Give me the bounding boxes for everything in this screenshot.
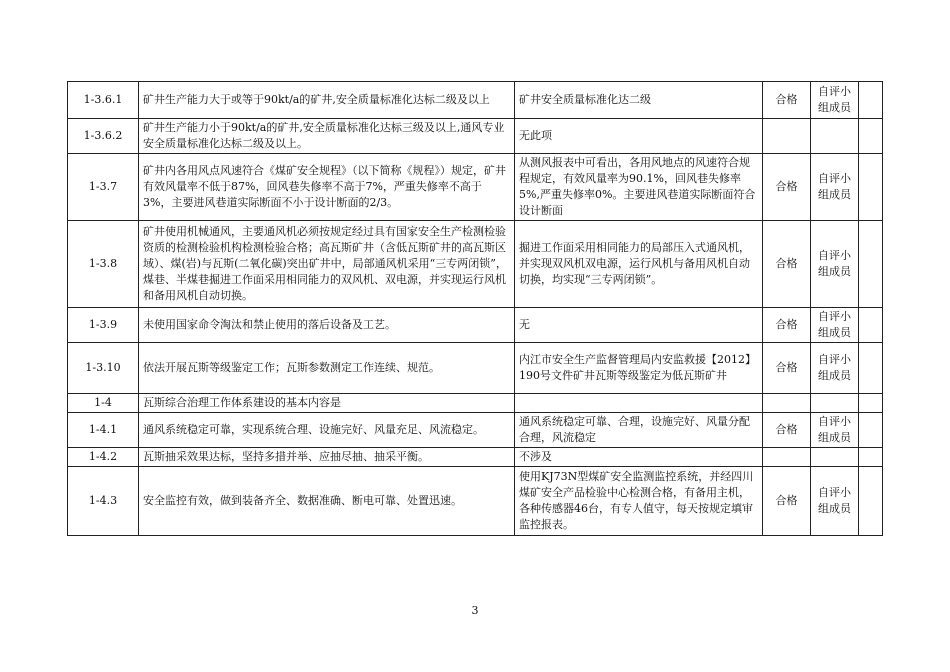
result-text: 使用KJ73N型煤矿安全监测监控系统，并经四川煤矿安全产品检验中心检测合格，有备用主机，各种传感器46台，有专人值守，每天按规定填审监控报表。 [515,467,763,536]
item-code: 1-3.6.2 [68,119,139,154]
requirement-text: 未使用国家命令淘汰和禁止使用的落后设备及工艺。 [139,308,515,343]
blank-cell [859,413,883,448]
requirement-text: 矿井生产能力大于或等于90kt/a的矿井,安全质量标准化达标二级及以上 [139,82,515,119]
requirement-text: 瓦斯抽采效果达标，坚持多措并举、应抽尽抽、抽采平衡。 [139,448,515,467]
evaluator: 自评小组成员 [811,467,859,536]
table-row [68,448,883,467]
requirement-text: 瓦斯综合治理工作体系建设的基本内容是 [139,394,515,413]
item-code: 1-4.1 [68,413,139,448]
evaluation-result: 合格 [763,82,811,119]
evaluator: 自评小组成员 [811,308,859,343]
result-text: 矿井安全质量标准化达二级 [515,82,763,119]
item-code: 1-4 [68,394,139,413]
requirement-text: 矿井内各用风点风速符合《煤矿安全规程》（以下简称《规程》）规定，矿井有效风量率不低于87%，回风巷失修率不高于7%，严重失修率不高于3%，主要进风巷道实际断面不小于设计断面的2/3。 [139,154,515,221]
result-text: 从测风报表中可看出，各用风地点的风速符合规程规定，有效风量率为90.1%，回风巷失修率5%,严重失修率0%。主要进风巷道实际断面符合设计断面 [515,154,763,221]
result-text: 掘进工作面采用相同能力的局部压入式通风机，并实现双风机双电源，运行风机与备用风机自动切换，均实现“三专两闭锁”。 [515,221,763,308]
table-row [68,394,883,413]
evaluator [811,119,859,154]
table-row [68,343,883,394]
evaluation-result [763,394,811,413]
blank-cell [859,82,883,119]
evaluation-result: 合格 [763,308,811,343]
item-code: 1-3.8 [68,221,139,308]
blank-cell [859,467,883,536]
evaluator: 自评小组成员 [811,413,859,448]
table-row [68,154,883,221]
evaluation-table [67,81,883,536]
result-text: 无此项 [515,119,763,154]
requirement-text: 安全监控有效，做到装备齐全、数据准确、断电可靠、处置迅速。 [139,467,515,536]
table-row [68,308,883,343]
item-code: 1-4.3 [68,467,139,536]
blank-cell [859,308,883,343]
item-code: 1-3.6.1 [68,82,139,119]
item-code: 1-3.9 [68,308,139,343]
blank-cell [859,343,883,394]
requirement-text: 矿井生产能力小于90kt/a的矿井,安全质量标准化达标三级及以上,通风专业安全质量标准化达标二级及以上。 [139,119,515,154]
evaluation-result [763,119,811,154]
table-row [68,413,883,448]
evaluator: 自评小组成员 [811,154,859,221]
evaluation-result [763,448,811,467]
requirement-text: 矿井使用机械通风，主要通风机必须按规定经过具有国家安全生产检测检验资质的检测检验机构检测检验合格；高瓦斯矿井（含低瓦斯矿井的高瓦斯区域）、煤(岩)与瓦斯(二氧化碳)突出矿井中，局部通风机采用“三专两闭锁”，煤巷、半煤巷掘进工作面采用相同能力的双风机、双电源，并实现运行风机和备用风机自动切换。 [139,221,515,308]
evaluation-result: 合格 [763,343,811,394]
evaluator [811,394,859,413]
evaluator: 自评小组成员 [811,343,859,394]
result-text: 无 [515,308,763,343]
blank-cell [859,394,883,413]
page-number: 3 [471,604,479,617]
table-row [68,221,883,308]
table-row [68,82,883,119]
result-text: 内江市安全生产监督管理局内安监救援【2012】190号文件矿井瓦斯等级鉴定为低瓦斯矿井 [515,343,763,394]
evaluation-result: 合格 [763,154,811,221]
item-code: 1-3.7 [68,154,139,221]
table-row [68,119,883,154]
result-text: 通风系统稳定可靠、合理，设施完好、风量分配合理，风流稳定 [515,413,763,448]
evaluator: 自评小组成员 [811,221,859,308]
evaluator [811,448,859,467]
item-code: 1-4.2 [68,448,139,467]
blank-cell [859,119,883,154]
requirement-text: 通风系统稳定可靠，实现系统合理、设施完好、风量充足、风流稳定。 [139,413,515,448]
requirement-text: 依法开展瓦斯等级鉴定工作；瓦斯参数测定工作连续、规范。 [139,343,515,394]
evaluation-result: 合格 [763,221,811,308]
table-body [68,82,883,536]
blank-cell [859,154,883,221]
result-text [515,394,763,413]
blank-cell [859,221,883,308]
evaluation-result: 合格 [763,467,811,536]
table-row [68,467,883,536]
evaluation-result: 合格 [763,413,811,448]
blank-cell [859,448,883,467]
result-text: 不涉及 [515,448,763,467]
item-code: 1-3.10 [68,343,139,394]
evaluator: 自评小组成员 [811,82,859,119]
